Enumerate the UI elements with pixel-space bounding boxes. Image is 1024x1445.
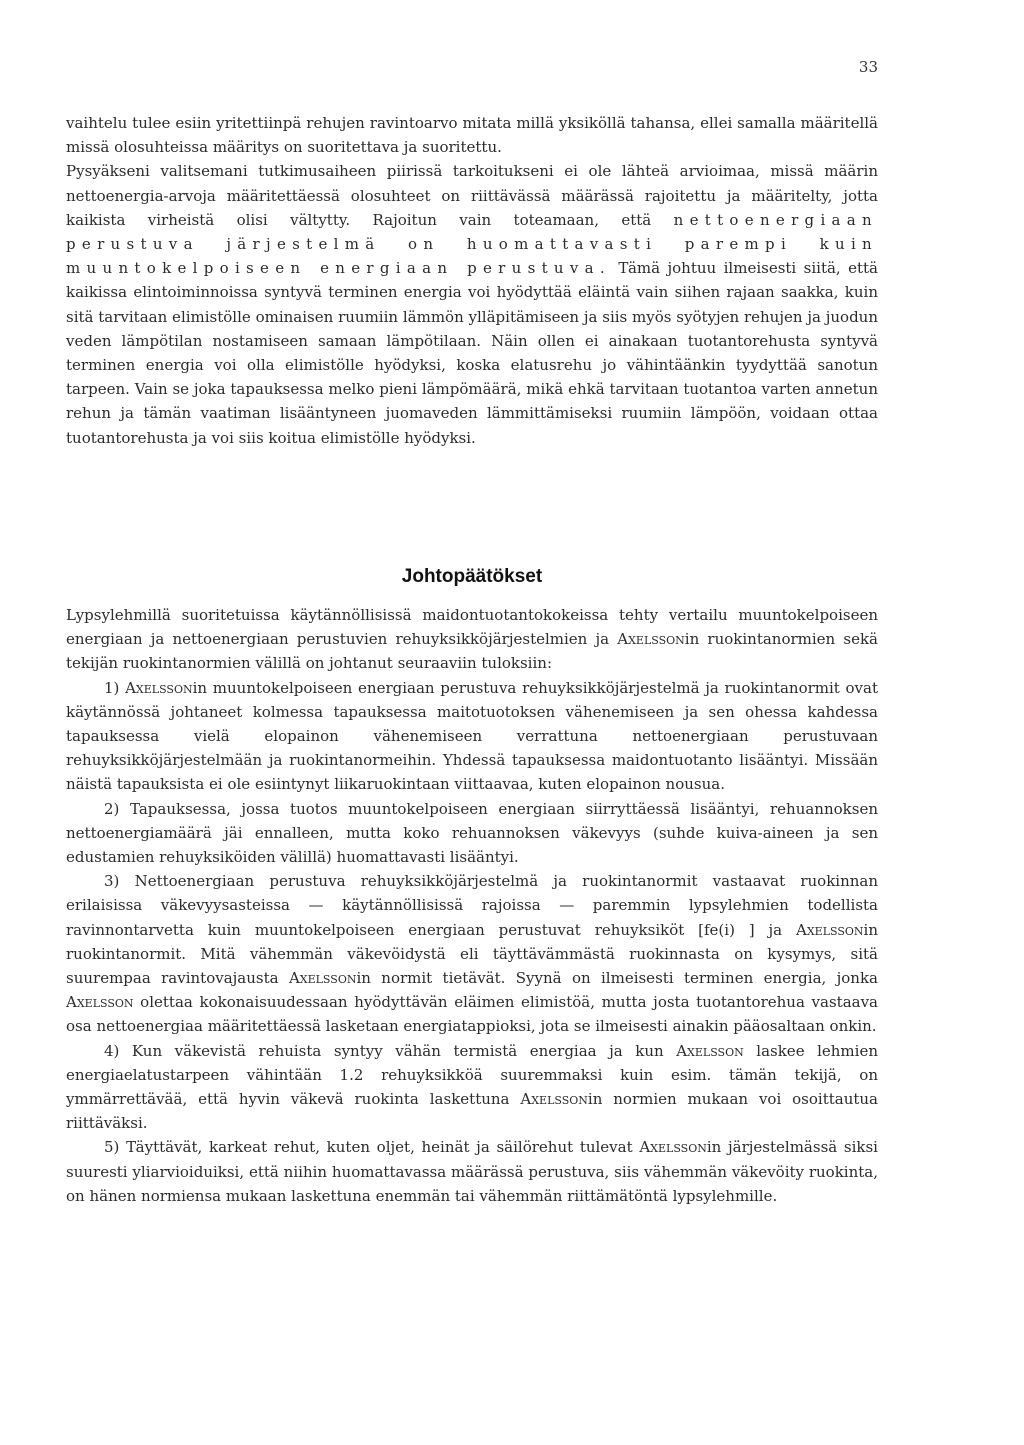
intro-text	[66, 111, 878, 450]
author-name: Axelsson	[617, 630, 685, 649]
author-name: Axelsson	[639, 1138, 707, 1157]
paragraph-text: olettaa kokonaisuudessaan hyödyttävän eläimen elimistöä, mutta josta tuotantorehua vastaava osa nettoenergiaa määritettäessä lasketaan energiatappioksi, jota se ilmeisesti ainakin pääosaltaan onkin.	[66, 993, 878, 1036]
paragraph-text: 4) Kun väkevistä rehuista syntyy vähän termistä energiaa ja kun	[104, 1041, 677, 1060]
list-item	[66, 1039, 878, 1136]
list-item	[66, 797, 878, 870]
list-item	[66, 869, 878, 1038]
paragraph-text: 3) Nettoenergiaan perustuva rehuyksikköjärjestelmä ja ruokintanormit vastaavat ruokinnan erilaisissa väkevyysasteissa — käytännöllisissä rajoissa — paremmin lypsylehmien todellista ravinnontarvetta kuin muuntokelpoiseen energiaan perustuvat rehuyksiköt [fe(i) ] ja	[66, 872, 878, 939]
paragraph-text: laskee lehmien energiaelatustarpeen vähintään 1.2 rehuyksikköä suuremmaksi kuin esim. tämän tekijä, on ymmärrettävää, että hyvin väkevä ruokinta laskettuna	[66, 1041, 878, 1109]
author-name: Axelsson	[520, 1090, 588, 1109]
paragraph	[66, 159, 878, 449]
author-name: Axelsson	[796, 920, 864, 939]
paragraph-text: 5) Täyttävät, karkeat rehut, kuten oljet, heinät ja säilörehut tulevat	[104, 1138, 640, 1157]
conclusions-text	[66, 603, 878, 1208]
section-heading: Johtopäätökset	[401, 566, 543, 587]
paragraph-text: in normien mukaan voi osoittautua riittäväksi.	[66, 1090, 878, 1133]
paragraph	[66, 603, 878, 676]
author-name: Axelsson	[66, 993, 134, 1012]
author-name: Axelsson	[288, 969, 357, 988]
paragraph-text: vaihtelu tulee esiin yritettiinpä rehujen ravintoarvo mitata millä yksiköllä tahansa, ellei samalla määritellä missä olosuhteissa määritys on suoritettava ja suoritettu.	[66, 114, 878, 157]
author-name: Axelsson	[125, 678, 193, 697]
paragraph-text: Pysyäkseni valitsemani tutkimusaiheen piirissä tarkoitukseni ei ole lähteä arvioimaa, missä määrin nettoenergia-arvoja määritettäessä olosuhteet on riittävässä määrässä rajoitettu ja määritelty, jotta kaikista virheistä olisi vältytty. Rajoitun vain toteamaan, että	[66, 162, 878, 229]
paragraph-text: Tämä johtuu ilmeisesti siitä, että kaikissa elintoiminnoissa syntyvä terminen energia voi hyödyttää eläintä vain siihen rajaan saakka, kuin sitä tarvitaan elimistölle ominaisen ruumiin lämmön ylläpitämiseen ja siis myös syötyjen rehujen ja juodun veden lämpötilan nostamiseen samaan lämpötilaan. Näin ollen ei ainakaan tuotantorehusta syntyvä terminen energia voi olla elimistölle hyödyksi, koska elatusrehu jo vähintäänkin tyydyttää sanotun tarpeen. Vain se joka tapauksessa melko pieni lämpömäärä, mikä ehkä tarvitaan tuotantoa varten annetun rehun ja tämän vaatiman lisääntyneen juomaveden lämmittämiseksi ruumiin lämpöön, voidaan ottaa tuotantorehusta ja voi siis koitua elimistölle hyödyksi.	[66, 259, 878, 447]
paragraph-text: in ruokintanormit. Mitä vähemmän väkevöidystä eli täyttävämmästä ruokinnasta on kysymys, sitä suurempaa ravintovajausta	[66, 920, 878, 988]
paragraph-text: in ruokintanormien sekä tekijän ruokintanormien välillä on johtanut seuraaviin tuloksiin:	[66, 630, 878, 673]
paragraph-text: in normit tietävät. Syynä on ilmeisesti terminen energia, jonka	[356, 969, 879, 988]
list-item	[66, 1135, 878, 1208]
author-name: Axelsson	[676, 1041, 744, 1060]
paragraph-text: 1)	[104, 678, 126, 697]
paragraph	[66, 111, 878, 159]
list-item	[66, 676, 878, 797]
page-number: 33	[858, 58, 878, 76]
paragraph-text: in järjestelmässä siksi suuresti yliarvioiduiksi, että niihin huomattavassa määrässä perustuva, siis vähemmän väkevöity ruokinta, on hänen normiensa mukaan laskettuna enemmän tai vähemmän riittämätöntä lypsylehmille.	[66, 1138, 878, 1205]
paragraph-text: Lypsylehmillä suoritetuissa käytännöllisissä maidontuotantokokeissa tehty vertailu muuntokelpoiseen energiaan ja nettoenergiaan perustuvien rehuyksikköjärjestelmien ja	[66, 606, 878, 649]
paragraph-text: 2) Tapauksessa, jossa tuotos muuntokelpoiseen energiaan siirryttäessä lisääntyi, rehuannoksen nettoenergiamäärä jäi ennalleen, mutta koko rehuannoksen väkevyys (suhde kuiva-aineen ja sen edustamien rehuyksiköiden välillä) huomattavasti lisääntyi.	[66, 799, 878, 867]
paragraph-text: in muuntokelpoiseen energiaan perustuva rehuyksikköjärjestelmä ja ruokintanormit ovat käytännössä johtaneet kolmessa tapauksessa maitotuotoksen vähenemiseen ja sen ohessa kahdessa tapauksessa vielä elopainon vähenemiseen verrattuna nettoenergiaan perustuvaan rehuyksikköjärjestelmään ja ruokintanormeihin. Yhdessä tapauksessa maidontuotanto lisääntyi. Missään näistä tapauksista ei ole esiintynyt liikaruokintaan viittaavaa, kuten elopainon nousua.	[66, 678, 878, 794]
emphasized-text: nettoenergiaan perustuva järjestelmä on huomattavasti parempi kuin muuntokelpoiseen energiaan perustuva.	[66, 210, 878, 278]
